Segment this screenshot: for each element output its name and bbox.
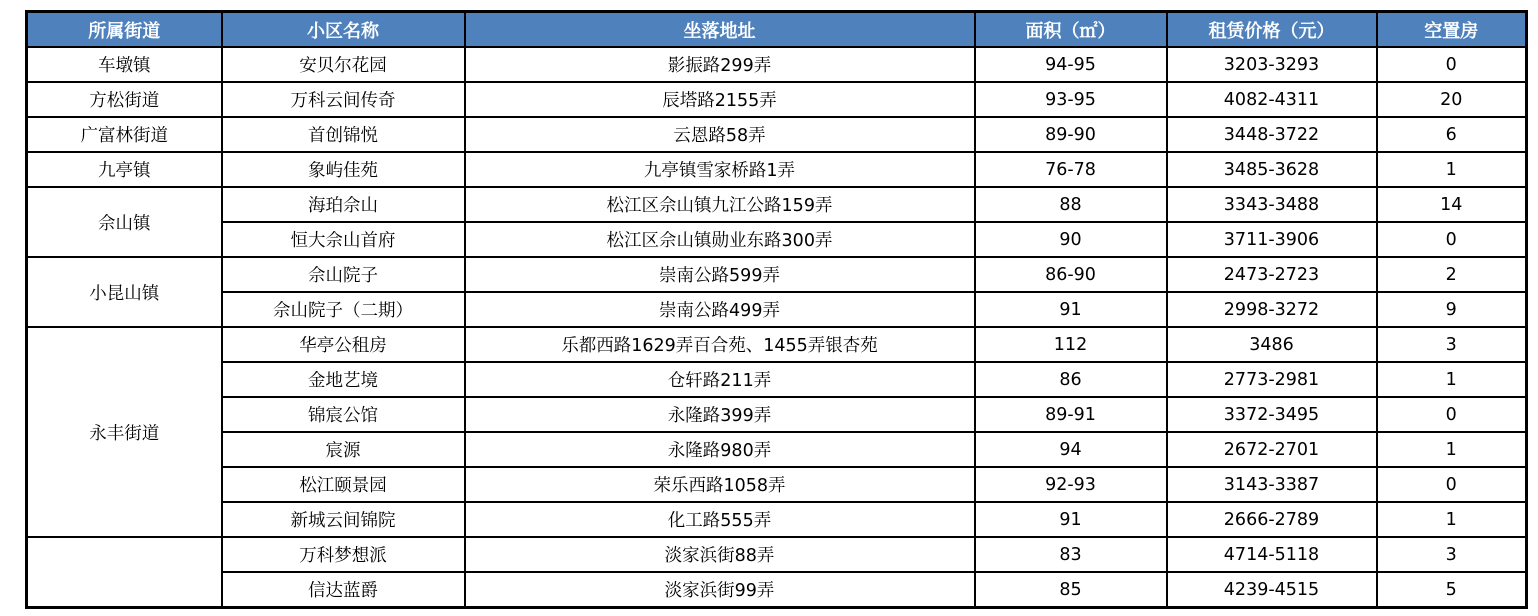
header-row <box>27 12 1527 48</box>
table-row <box>27 117 1527 152</box>
community-cell: 松江颐景园 <box>222 467 465 502</box>
area-cell: 112 <box>975 327 1167 362</box>
community-cell: 新城云间锦院 <box>222 502 465 537</box>
table-row <box>27 152 1527 187</box>
community-cell: 信达蓝爵 <box>222 572 465 608</box>
table-header <box>27 12 1527 48</box>
table-row <box>27 327 1527 362</box>
community-cell: 锦宸公馆 <box>222 397 465 432</box>
column-header-price: 租赁价格（元） <box>1167 12 1377 48</box>
area-cell: 89-90 <box>975 117 1167 152</box>
price-cell: 3143-3387 <box>1167 467 1377 502</box>
area-cell: 88 <box>975 187 1167 222</box>
area-cell: 85 <box>975 572 1167 608</box>
table-row <box>27 537 1527 572</box>
area-cell: 92-93 <box>975 467 1167 502</box>
area-cell: 76-78 <box>975 152 1167 187</box>
column-header-area: 面积（㎡） <box>975 12 1167 48</box>
community-cell: 象屿佳苑 <box>222 152 465 187</box>
address-cell: 淡家浜街99弄 <box>465 572 975 608</box>
column-header-street: 所属街道 <box>27 12 222 48</box>
area-cell: 94 <box>975 432 1167 467</box>
community-cell: 海珀佘山 <box>222 187 465 222</box>
address-cell: 影振路299弄 <box>465 47 975 82</box>
area-cell: 93-95 <box>975 82 1167 117</box>
community-cell: 宸源 <box>222 432 465 467</box>
address-cell: 淡家浜街88弄 <box>465 537 975 572</box>
vacancy-cell: 0 <box>1377 47 1527 82</box>
address-cell: 崇南公路599弄 <box>465 257 975 292</box>
table-row <box>27 292 1527 327</box>
price-cell: 4239-4515 <box>1167 572 1377 608</box>
community-cell: 佘山院子（二期） <box>222 292 465 327</box>
price-cell: 3343-3488 <box>1167 187 1377 222</box>
address-cell: 永隆路980弄 <box>465 432 975 467</box>
rental-table <box>25 10 1528 609</box>
area-cell: 91 <box>975 292 1167 327</box>
vacancy-cell: 6 <box>1377 117 1527 152</box>
community-cell: 佘山院子 <box>222 257 465 292</box>
street-cell: 九亭镇 <box>27 152 222 187</box>
address-cell: 九亭镇雪家桥路1弄 <box>465 152 975 187</box>
community-cell: 万科梦想派 <box>222 537 465 572</box>
street-cell: 车墩镇 <box>27 47 222 82</box>
area-cell: 91 <box>975 502 1167 537</box>
table-row <box>27 432 1527 467</box>
area-cell: 86-90 <box>975 257 1167 292</box>
vacancy-cell: 9 <box>1377 292 1527 327</box>
price-cell: 2998-3272 <box>1167 292 1377 327</box>
table-row <box>27 467 1527 502</box>
area-cell: 83 <box>975 537 1167 572</box>
vacancy-cell: 3 <box>1377 537 1527 572</box>
vacancy-cell: 0 <box>1377 467 1527 502</box>
price-cell: 3372-3495 <box>1167 397 1377 432</box>
column-header-address: 坐落地址 <box>465 12 975 48</box>
street-cell: 方松街道 <box>27 82 222 117</box>
price-cell: 3486 <box>1167 327 1377 362</box>
table-body <box>27 47 1527 608</box>
street-cell: 佘山镇 <box>27 187 222 257</box>
table-row <box>27 222 1527 257</box>
vacancy-cell: 1 <box>1377 152 1527 187</box>
vacancy-cell: 3 <box>1377 327 1527 362</box>
address-cell: 云恩路58弄 <box>465 117 975 152</box>
community-cell: 安贝尔花园 <box>222 47 465 82</box>
address-cell: 崇南公路499弄 <box>465 292 975 327</box>
column-header-community-name: 小区名称 <box>222 12 465 48</box>
vacancy-cell: 0 <box>1377 222 1527 257</box>
price-cell: 2672-2701 <box>1167 432 1377 467</box>
address-cell: 辰塔路2155弄 <box>465 82 975 117</box>
price-cell: 2666-2789 <box>1167 502 1377 537</box>
vacancy-cell: 20 <box>1377 82 1527 117</box>
vacancy-cell: 1 <box>1377 432 1527 467</box>
column-header-vacancy: 空置房 <box>1377 12 1527 48</box>
price-cell: 4082-4311 <box>1167 82 1377 117</box>
price-cell: 3203-3293 <box>1167 47 1377 82</box>
vacancy-cell: 1 <box>1377 502 1527 537</box>
price-cell: 4714-5118 <box>1167 537 1377 572</box>
address-cell: 松江区佘山镇九江公路159弄 <box>465 187 975 222</box>
vacancy-cell: 0 <box>1377 397 1527 432</box>
address-cell: 乐都西路1629弄百合苑、1455弄银杏苑 <box>465 327 975 362</box>
street-cell <box>27 537 222 608</box>
table-row <box>27 362 1527 397</box>
vacancy-cell: 1 <box>1377 362 1527 397</box>
area-cell: 86 <box>975 362 1167 397</box>
street-cell: 小昆山镇 <box>27 257 222 327</box>
vacancy-cell: 5 <box>1377 572 1527 608</box>
table-row <box>27 502 1527 537</box>
address-cell: 荣乐西路1058弄 <box>465 467 975 502</box>
street-cell: 永丰街道 <box>27 327 222 537</box>
address-cell: 松江区佘山镇勋业东路300弄 <box>465 222 975 257</box>
address-cell: 化工路555弄 <box>465 502 975 537</box>
address-cell: 永隆路399弄 <box>465 397 975 432</box>
community-cell: 恒大佘山首府 <box>222 222 465 257</box>
price-cell: 3448-3722 <box>1167 117 1377 152</box>
price-cell: 3485-3628 <box>1167 152 1377 187</box>
table-row <box>27 82 1527 117</box>
street-cell: 广富林街道 <box>27 117 222 152</box>
table-row <box>27 257 1527 292</box>
vacancy-cell: 14 <box>1377 187 1527 222</box>
price-cell: 2773-2981 <box>1167 362 1377 397</box>
area-cell: 90 <box>975 222 1167 257</box>
price-cell: 2473-2723 <box>1167 257 1377 292</box>
area-cell: 89-91 <box>975 397 1167 432</box>
area-cell: 94-95 <box>975 47 1167 82</box>
table-row <box>27 47 1527 82</box>
community-cell: 华亭公租房 <box>222 327 465 362</box>
table-row <box>27 572 1527 608</box>
community-cell: 首创锦悦 <box>222 117 465 152</box>
table-row <box>27 187 1527 222</box>
community-cell: 万科云间传奇 <box>222 82 465 117</box>
address-cell: 仓轩路211弄 <box>465 362 975 397</box>
table-row <box>27 397 1527 432</box>
community-cell: 金地艺境 <box>222 362 465 397</box>
vacancy-cell: 2 <box>1377 257 1527 292</box>
price-cell: 3711-3906 <box>1167 222 1377 257</box>
